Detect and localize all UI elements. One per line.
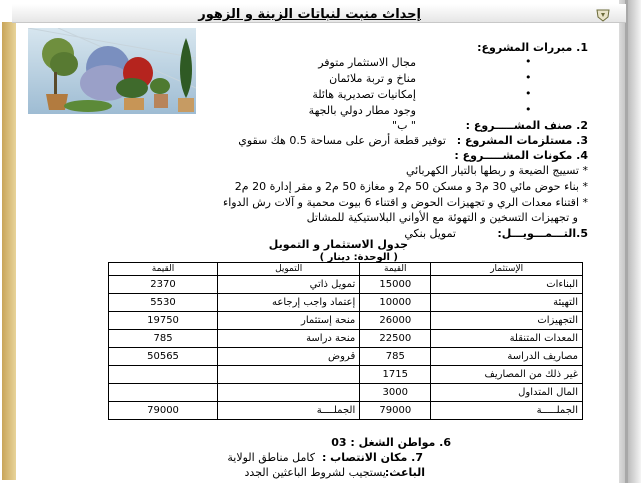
component-item-3: * اقتناء معدات الري و تجهيزات الحوض و اقتناء 6 بيوت محمية و آلات رش الدواء <box>223 196 588 209</box>
financing-cell <box>218 384 360 402</box>
investment-table <box>108 262 583 420</box>
justification-item-2: مناخ و تربة ملائمان <box>329 72 416 85</box>
section-7-value: كامل مناطق الولاية <box>227 451 315 464</box>
investment-cell: مصاريف الدراسة <box>431 348 583 366</box>
value-cell <box>109 384 218 402</box>
section-2-value: " ب" <box>392 119 416 132</box>
section-1-heading: 1. مبررات المشروع: <box>477 41 588 54</box>
section-4-heading: 4. مكونات المشـــــروع : <box>454 149 588 162</box>
value-cell: 15000 <box>360 276 431 294</box>
right-decor-bar <box>619 0 641 483</box>
bullet-dot: • <box>525 55 532 68</box>
section-3-value: توفير قطعة أرض على مساحة 0.5 هك سقوي <box>238 134 446 147</box>
financing-cell: قروض <box>218 348 360 366</box>
value-cell: 5530 <box>109 294 218 312</box>
total-label-cell: الجملــــة <box>218 402 360 420</box>
table-row <box>109 276 583 294</box>
justification-item-1: مجال الاستثمار متوفر <box>318 56 416 69</box>
header-value: القيمة <box>360 263 431 276</box>
investment-cell: المعدات المتنقلة <box>431 330 583 348</box>
header-investment: الإستثمار <box>431 263 583 276</box>
value-cell: 26000 <box>360 312 431 330</box>
value-cell: 1715 <box>360 366 431 384</box>
section-2-label: 2. صنف المشـــــروع : <box>465 119 588 132</box>
section-5-value: تمويل بنكي <box>404 227 456 240</box>
value-cell: 3000 <box>360 384 431 402</box>
financing-cell: إعتماد واجب إرجاعه <box>218 294 360 312</box>
investment-cell: التجهيزات <box>431 312 583 330</box>
shield-emblem-icon <box>594 8 612 22</box>
investment-cell: البناءات <box>431 276 583 294</box>
value-cell: 2370 <box>109 276 218 294</box>
table-title: جدول الاستثمار و التمويل <box>268 238 408 251</box>
component-item-4: و تجهيزات التسخين و التهوئة مع الأواني البلاستيكية للمشاتل <box>306 211 578 224</box>
financing-cell: تمويل ذاتي <box>218 276 360 294</box>
financing-cell: منحة دراسة <box>218 330 360 348</box>
table-total-row <box>109 402 583 420</box>
value-cell: 22500 <box>360 330 431 348</box>
justification-item-3: إمكانيات تصديرية هائلة <box>312 88 416 101</box>
investment-cell: المال المتداول <box>431 384 583 402</box>
ornamental-plants-photo <box>28 28 196 114</box>
component-item-1: * تسييج الضيعة و ربطها بالتيار الكهربائي <box>405 164 588 177</box>
value-cell: 785 <box>360 348 431 366</box>
promoter-value: يستجيب لشروط الباعثين الجدد <box>244 466 386 479</box>
justification-item-4: وجود مطار دولي بالجهة <box>308 104 416 117</box>
right-decor-stripe <box>625 0 628 483</box>
table-row <box>109 348 583 366</box>
page-title: إحداث منبت لنباتات الزينة و الزهور <box>198 7 421 22</box>
table-row <box>109 330 583 348</box>
value-cell: 785 <box>109 330 218 348</box>
table-row <box>109 312 583 330</box>
section-3-label: 3. مستلزمات المشروع : <box>456 134 588 147</box>
table-header-row <box>109 263 583 276</box>
bullet-dot: • <box>525 71 532 84</box>
financing-cell <box>218 366 360 384</box>
bullet-dot: • <box>525 87 532 100</box>
left-decor-bar <box>2 22 16 480</box>
header-value: القيمة <box>109 263 218 276</box>
investment-cell: التهيئة <box>431 294 583 312</box>
value-cell: 19750 <box>109 312 218 330</box>
title-bar <box>12 4 626 23</box>
financing-cell: منحة إستثمار <box>218 312 360 330</box>
investment-cell: غير ذلك من المصاريف <box>431 366 583 384</box>
bullet-dot: • <box>525 103 532 116</box>
value-cell: 50565 <box>109 348 218 366</box>
section-5-label: 5.التـــمـــويـــل: <box>497 227 588 240</box>
table-row <box>109 294 583 312</box>
section-7-label: 7. مكان الانتصاب : <box>321 451 423 464</box>
section-6: 6. مواطن الشغل : 03 <box>331 436 451 449</box>
total-label-cell: الجملـــــة <box>431 402 583 420</box>
total-value-cell: 79000 <box>109 402 218 420</box>
value-cell <box>109 366 218 384</box>
component-item-2: * بناء حوض مائي 30 م3 و مسكن 50 م2 و مغازة 50 م2 و مقر إدارة 20 م2 <box>234 180 588 193</box>
table-row <box>109 366 583 384</box>
header-financing: التمويل <box>218 263 360 276</box>
value-cell: 10000 <box>360 294 431 312</box>
table-row <box>109 384 583 402</box>
total-value-cell: 79000 <box>360 402 431 420</box>
table-unit: ( الوحدة: دينار ) <box>319 252 398 263</box>
promoter-label: الباعث: <box>384 466 425 479</box>
